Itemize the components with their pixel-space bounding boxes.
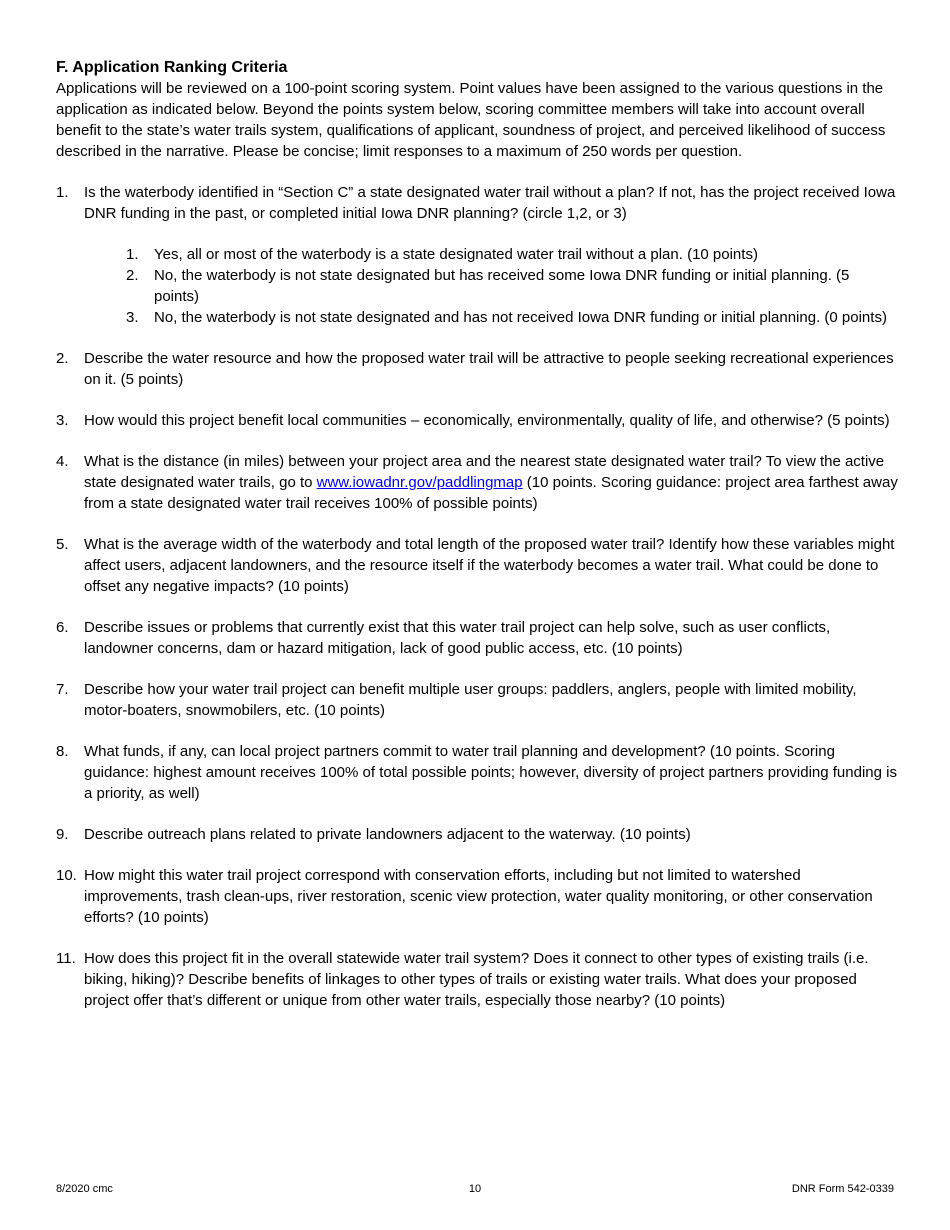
paddling-map-link[interactable]: www.iowadnr.gov/paddlingmap [316, 474, 523, 491]
question-10 [56, 865, 898, 928]
question-text: Describe issues or problems that currently exist that this water trail project can help solve, such as user conflicts, landowner concerns, dam or hazard mitigation, lack of good public access, etc. (10 points) [84, 619, 831, 657]
question-9 [56, 824, 898, 845]
option-text: No, the waterbody is not state designated but has received some Iowa DNR funding or initial planning. (5 points) [154, 267, 850, 305]
question-6 [56, 617, 898, 659]
option-3 [126, 307, 898, 328]
question-8 [56, 741, 898, 804]
question-number: 10. [56, 867, 77, 884]
question-text: What is the average width of the waterbody and total length of the proposed water trail? Identify how these variables might affect users, adjacent landowners, and the resource itself if the waterbody becomes a water trail. What could be done to offset any negative impacts? (10 points) [84, 536, 895, 595]
question-number: 2. [56, 350, 69, 367]
question-7 [56, 679, 898, 721]
footer-date: 8/2020 cmc [56, 1183, 113, 1195]
section-intro: Applications will be reviewed on a 100-point scoring system. Point values have been assigned to the various questions in the application as indicated below. Beyond the points system below, scoring committee members will take into account overall benefit to the state’s water trails system, qualifications of applicant, soundness of project, and perceived likelihood of success described in the narrative. Please be concise; limit responses to a maximum of 250 words per question. [56, 80, 886, 160]
document-page [56, 57, 898, 1031]
question-11 [56, 948, 898, 1011]
question-2 [56, 348, 898, 390]
question-number: 9. [56, 826, 69, 843]
question-3 [56, 410, 898, 431]
question-number: 11. [56, 950, 76, 967]
question-text: Describe how your water trail project can benefit multiple user groups: paddlers, anglers, people with limited mobility, motor-boaters, snowmobilers, etc. (10 points) [84, 681, 857, 719]
question-text: How does this project fit in the overall statewide water trail system? Does it connect to other types of existing trails (i.e. biking, hiking)? Describe benefits of linkages to other types of trails or existing water trails. What does your proposed project offer that’s different or unique from other water trails, especially those nearby? (10 points) [84, 950, 869, 1009]
option-text: Yes, all or most of the waterbody is a state designated water trail without a plan. (10 points) [154, 246, 758, 263]
question-number: 6. [56, 619, 69, 636]
footer-form-number: DNR Form 542-0339 [791, 1183, 894, 1195]
question-number: 1. [56, 184, 69, 201]
footer-page-number: 10 [468, 1183, 482, 1195]
option-1 [126, 244, 898, 265]
question-1 [56, 182, 898, 328]
question-number: 8. [56, 743, 69, 760]
option-text: No, the waterbody is not state designated and has not received Iowa DNR funding or initial planning. (0 points) [154, 309, 887, 326]
question-text: Is the waterbody identified in “Section C” a state designated water trail without a plan? If not, has the project received Iowa DNR funding in the past, or completed initial Iowa DNR planning? (circle 1,2, or 3) [84, 184, 896, 222]
question-text: How might this water trail project correspond with conservation efforts, including but not limited to watershed improvements, trash clean-ups, river restoration, scenic view protection, water quality monitoring, or other conservation efforts? (10 points) [84, 867, 873, 926]
question-number: 4. [56, 453, 69, 470]
question-number: 7. [56, 681, 69, 698]
question-4 [56, 451, 898, 514]
option-2 [126, 265, 898, 307]
section-heading: F. Application Ranking Criteria [56, 59, 288, 76]
question-text: What is the distance (in miles) between your project area and the nearest state designated water trail? To view the active state designated water trails, go to [84, 453, 885, 491]
question-text: Describe outreach plans related to private landowners adjacent to the waterway. (10 points) [84, 826, 691, 843]
question-1-options [84, 244, 898, 328]
question-number: 5. [56, 536, 69, 553]
option-number: 2. [126, 267, 139, 284]
question-text: Describe the water resource and how the proposed water trail will be attractive to people seeking recreational experiences on it. (5 points) [84, 350, 894, 388]
question-number: 3. [56, 412, 69, 429]
option-number: 1. [126, 246, 139, 263]
question-text-cont: (10 points. Scoring guidance: project area farthest away from a state designated water trail receives 100% of possible points) [84, 474, 898, 512]
option-number: 3. [126, 309, 139, 326]
question-5 [56, 534, 898, 597]
question-text: How would this project benefit local communities – economically, environmentally, quality of life, and otherwise? (5 points) [84, 412, 890, 429]
question-text: What funds, if any, can local project partners commit to water trail planning and development? (10 points. Scoring guidance: highest amount receives 100% of total possible points; however, diversity of project partners providing funding is a priority, as well) [84, 743, 897, 802]
